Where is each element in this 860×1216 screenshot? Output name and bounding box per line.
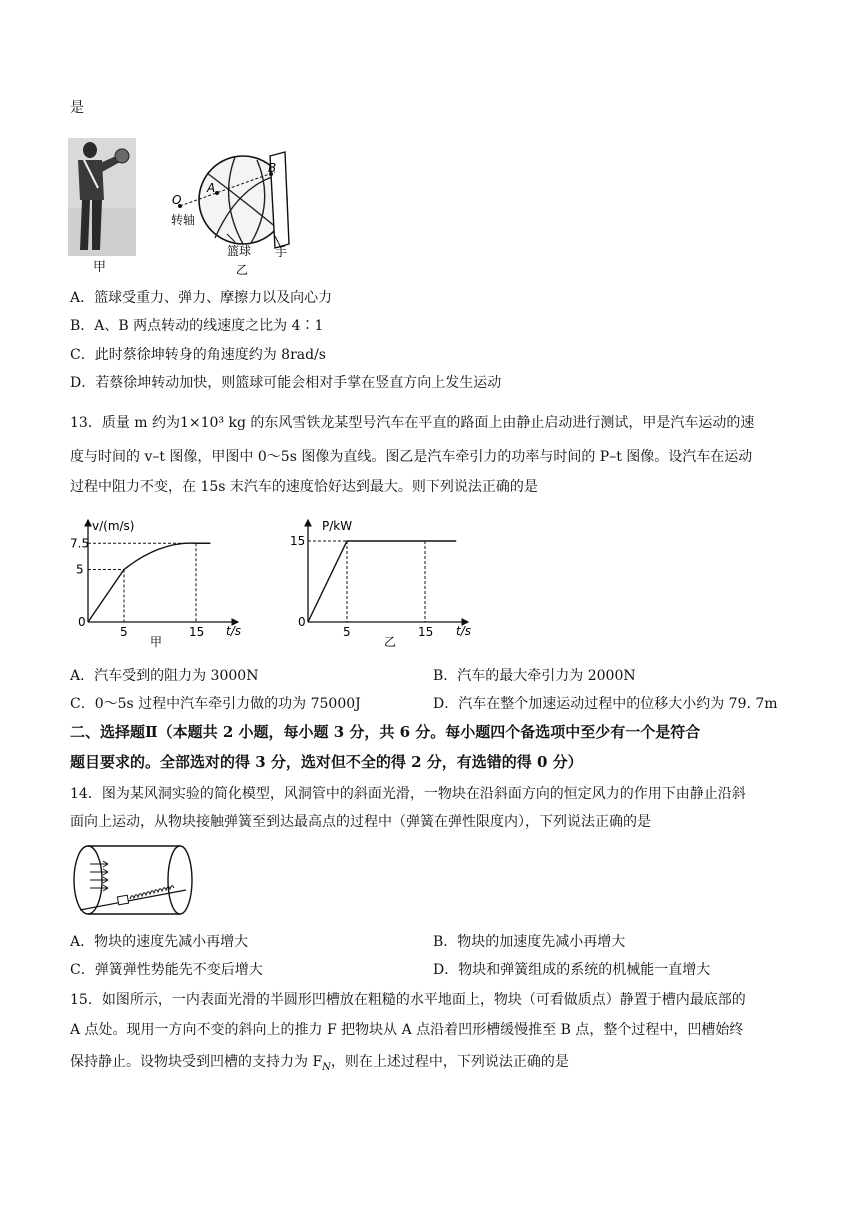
q15-stem-subscript: N bbox=[322, 1061, 331, 1073]
q13-stem-line-3: 过程中阻力不变，在 15s 末汽车的速度恰好达到最大。则下列说法正确的是 bbox=[70, 479, 538, 495]
chart-jia-label: 甲 bbox=[150, 635, 163, 649]
chart-yi-tick-y-15: 15 bbox=[290, 534, 306, 548]
point-a-label: A bbox=[207, 181, 216, 195]
chart-yi-tick-x-5: 5 bbox=[343, 625, 351, 639]
velocity-time-chart bbox=[68, 510, 268, 652]
section-2-heading-line-1: 二、选择题Ⅱ（本题共 2 小题，每小题 3 分，共 6 分。每小题四个备选项中至少有一个是符合 bbox=[70, 723, 701, 741]
q15-stem-line-1: 15．如图所示，一内表面光滑的半圆形凹槽放在粗糙的水平地面上，物块（可看做质点）静置于槽内最底部的 bbox=[70, 992, 746, 1008]
q14-option-b: B．物块的加速度先减小再增大 bbox=[433, 934, 626, 950]
q12-option-d: D．若蔡徐坤转动加快，则篮球可能会相对手掌在竖直方向上发生运动 bbox=[70, 375, 502, 391]
chart-jia-ylabel: v/(m/s) bbox=[92, 519, 135, 533]
lead-text: 是 bbox=[70, 100, 84, 116]
q13-option-d: D．汽车在整个加速运动过程中的位移大小约为 79. 7m bbox=[433, 696, 778, 712]
q15-stem-line-2: A 点处。现用一方向不变的斜向上的推力 F 把物块从 A 点沿着凹形槽缓慢推至 B 点，整个过程中，凹槽始终 bbox=[70, 1022, 744, 1038]
axis-label: 转轴 bbox=[171, 213, 196, 227]
q13-option-b: B．汽车的最大牵引力为 2000N bbox=[433, 668, 636, 684]
q15-stem-line-3-end: ，则在上述过程中，下列说法正确的是 bbox=[330, 1054, 569, 1070]
power-curve bbox=[308, 541, 456, 622]
q13-option-c: C．0～5s 过程中汽车牵引力做的功为 75000J bbox=[70, 696, 361, 712]
basketball-rotation-diagram bbox=[165, 148, 305, 278]
chart-jia-xlabel: t/s bbox=[226, 624, 241, 638]
chart-jia-tick-x-15: 15 bbox=[189, 625, 205, 639]
chart-yi-ylabel: P/kW bbox=[322, 519, 353, 533]
chart-jia-tick-x-0: 0 bbox=[78, 615, 86, 629]
block-icon bbox=[117, 895, 128, 905]
point-b-label: B bbox=[268, 161, 277, 175]
basketball-player-photo bbox=[68, 138, 136, 256]
velocity-curve bbox=[88, 543, 210, 622]
hand-label: 手 bbox=[275, 245, 288, 259]
q12-option-a: A．篮球受重力、弹力、摩擦力以及向心力 bbox=[70, 290, 333, 306]
q14-option-a: A．物块的速度先减小再增大 bbox=[70, 934, 249, 950]
q12-option-b: B．A、B 两点转动的线速度之比为 4∶1 bbox=[70, 318, 324, 334]
q13-option-a: A．汽车受到的阻力为 3000N bbox=[70, 668, 259, 684]
figure-label-yi: 乙 bbox=[236, 263, 249, 277]
power-time-chart bbox=[288, 510, 488, 652]
q14-stem-line-1: 14．图为某风洞实验的简化模型，风洞管中的斜面光滑，一物块在沿斜面方向的恒定风力的作用下由静止沿斜 bbox=[70, 786, 746, 802]
point-o-label: O bbox=[172, 193, 182, 207]
wind-tunnel-diagram bbox=[68, 838, 202, 922]
chart-yi-tick-x-0: 0 bbox=[298, 615, 306, 629]
chart-yi-tick-x-15: 15 bbox=[418, 625, 434, 639]
q12-option-c: C．此时蔡徐坤转身的角速度约为 8rad/s bbox=[70, 347, 326, 363]
q15-stem-line-3 bbox=[70, 1052, 569, 1078]
q15-stem-line-3-start: 保持静止。设物块受到凹槽的支持力为 F bbox=[70, 1054, 323, 1070]
q13-stem-line-1: 13．质量 m 约为1×10³ kg 的东风雪铁龙某型号汽车在平直的路面上由静止启动进行测试，甲是汽车运动的速 bbox=[70, 415, 755, 431]
chart-yi-xlabel: t/s bbox=[456, 624, 471, 638]
chart-jia-tick-y-5: 5 bbox=[76, 562, 84, 577]
chart-jia-tick-y-7-5: 7.5 bbox=[70, 536, 90, 551]
q14-option-d: D．物块和弹簧组成的系统的机械能一直增大 bbox=[433, 962, 711, 978]
q13-stem-line-2: 度与时间的 v–t 图像，甲图中 0～5s 图像为直线。图乙是汽车牵引力的功率与时间的 P–t 图像。设汽车在运动 bbox=[70, 449, 753, 465]
chart-yi-label: 乙 bbox=[384, 635, 397, 649]
ball-label: 篮球 bbox=[227, 244, 252, 258]
section-2-heading-line-2: 题目要求的。全部选对的得 3 分，选对但不全的得 2 分，有选错的得 0 分） bbox=[70, 753, 583, 771]
figure-label-jia: 甲 bbox=[93, 260, 107, 275]
q14-stem-line-2: 面向上运动，从物块接触弹簧至到达最高点的过程中（弹簧在弹性限度内），下列说法正确的是 bbox=[70, 814, 651, 830]
chart-jia-tick-x-5: 5 bbox=[120, 625, 128, 639]
q14-option-c: C．弹簧弹性势能先不变后增大 bbox=[70, 962, 263, 978]
